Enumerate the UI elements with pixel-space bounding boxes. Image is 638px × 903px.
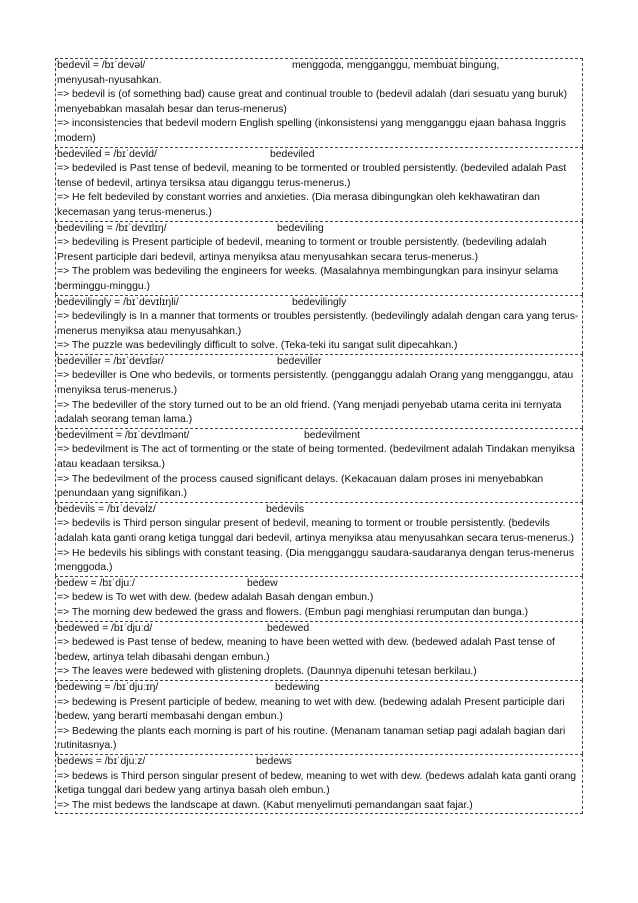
meaning: bedeviled — [270, 148, 315, 160]
definition-line: => bedevil is (of something bad) cause great and continual trouble to (bedevil adalah (dari sesuatu yang buruk) menyebabkan masalah besar dan terus-menerus) — [57, 89, 568, 115]
headword: bedeviling = /bɪˈdevɪlɪŋ/ — [57, 222, 167, 234]
entry-header — [57, 503, 581, 518]
dictionary-entry — [55, 502, 583, 576]
definition-line: => bedevilingly is In a manner that torments or troubles persistently. (bedevilingly adalah dengan cara yang terus-menerus menyiksa atau menyusahkan.) — [57, 311, 579, 337]
dictionary-entry — [55, 680, 583, 754]
meaning: bedevilment — [304, 429, 361, 441]
example-line: => inconsistencies that bedevil modern English spelling (inkonsistensi yang mengganggu ejaan bahasa Inggris modern) — [57, 118, 566, 144]
entry-header — [57, 755, 581, 770]
example-line: => The leaves were bedewed with glistening droplets. (Daunnya dipenuhi tetesan berkilau.) — [57, 666, 477, 678]
definition-line: => bedewing is Present participle of bedew, meaning to wet with dew. (bedewing adalah Present participle dari bedew, yang berarti membasahi dengan embun.) — [57, 696, 565, 723]
dictionary-entry — [55, 428, 583, 502]
dictionary-entry — [55, 354, 583, 428]
dictionary-entry — [55, 754, 583, 814]
meaning: bedevils — [266, 503, 305, 515]
headword: bedevilment = /bɪˈdevɪlmənt/ — [57, 429, 190, 441]
headword: bedevil = /bɪˈdevəl/ — [57, 60, 146, 71]
meaning: bedewed — [267, 622, 310, 634]
meaning: bedew — [247, 577, 278, 589]
example-line: => The bedevilment of the process caused significant delays. (Kekacauan dalam proses ini menyebabkan penundaan yang signifikan.) — [57, 473, 544, 500]
dictionary-entry — [55, 621, 583, 680]
headword: bedew = /bɪˈdjuː/ — [57, 577, 135, 589]
example-line: => The morning dew bedewed the grass and flowers. (Embun pagi menghiasi rerumputan dan bunga.) — [57, 606, 529, 618]
entry-header — [57, 429, 581, 444]
dictionary-entry — [55, 58, 583, 147]
entry-header — [57, 59, 581, 74]
headword: bedevils = /bɪˈdevəlz/ — [57, 503, 156, 515]
entry-header — [57, 148, 581, 163]
example-line: => He felt bedeviled by constant worries and anxieties. (Dia merasa dibingungkan oleh kekhawatiran dan kecemasan yang terus-menerus.) — [57, 192, 540, 218]
definition-line: => bedeviller is One who bedevils, or torments persistently. (pengganggu adalah Orang yang mengganggu, atau menyiksa terus-menerus.) — [57, 370, 574, 397]
entry-header — [57, 577, 581, 592]
meaning: menggoda, mengganggu, membuat bingung, — [292, 60, 500, 71]
definition-line: => bedew is To wet with dew. (bedew adalah Basah dengan embun.) — [57, 592, 374, 604]
headword: bedewing = /bɪˈdjuːɪŋ/ — [57, 681, 159, 693]
example-line: => The mist bedews the landscape at dawn. (Kabut menyelimuti pemandangan saat fajar.) — [57, 799, 473, 811]
example-line: => The puzzle was bedevilingly difficult to solve. (Teka-teki itu sangat sulit dipecahkan.) — [57, 340, 458, 352]
definition-line: => bedews is Third person singular present of bedew, meaning to wet with dew. (bedews adalah kata ganti orang ketiga tunggal dari bedew yang artinya basah oleh embun.) — [57, 770, 577, 797]
entry-header — [57, 355, 581, 370]
example-line: => Bedewing the plants each morning is part of his routine. (Menanam tanaman setiap pagi adalah bagian dari rutinitasnya.) — [57, 725, 566, 752]
definition-line: => bedeviling is Present participle of bedevil, meaning to torment or trouble persistently. (bedeviling adalah Present participle dari bedevil, artinya menyiksa atau menyusahkan secara terus-menerus.) — [57, 237, 547, 263]
example-line: => The bedeviller of the story turned out to be an old friend. (Yang menjadi penyebab utama cerita ini ternyata adalah seorang teman lama.) — [57, 399, 562, 426]
dictionary-entry — [55, 221, 583, 295]
headword: bedevilingly = /bɪˈdevɪlɪŋli/ — [57, 296, 179, 308]
dictionary-entry — [55, 576, 583, 621]
headword: bedeviled = /bɪˈdevld/ — [57, 148, 157, 160]
example-line: => The problem was bedeviling the engineers for weeks. (Masalahnya membingungkan para insinyur selama berminggu-minggu.) — [57, 266, 559, 292]
definition-line: => bedevilment is The act of tormenting or the state of being tormented. (bedevilment adalah Tindakan menyiksa atau keadaan tersiksa.) — [57, 444, 575, 471]
dictionary-page — [55, 58, 583, 814]
entry-header — [57, 681, 581, 696]
meaning: bedeviller — [277, 355, 322, 367]
definition-line: => bedeviled is Past tense of bedevil, meaning to be tormented or troubled persistently. (bedeviled adalah Past tense of bedevil, artinya tersiksa atau diganggu terus-menerus.) — [57, 163, 567, 189]
meaning: bedews — [256, 755, 292, 767]
entry-header — [57, 622, 581, 637]
meaning: bedewing — [275, 681, 320, 693]
entry-header — [57, 296, 581, 311]
entry-header — [57, 222, 581, 237]
dictionary-entry — [55, 295, 583, 354]
headword: bedeviller = /bɪˈdevɪlər/ — [57, 355, 165, 367]
meaning: bedevilingly — [292, 296, 347, 308]
meaning: bedeviling — [277, 222, 324, 234]
definition-line: => bedewed is Past tense of bedew, meaning to have been wetted with dew. (bedewed adalah Past tense of bedew, artinya telah dibasahi dengan embun.) — [57, 637, 555, 663]
meaning-continued: menyusah-nyusahkan. — [57, 74, 162, 86]
headword: bedews = /bɪˈdjuːz/ — [57, 755, 146, 767]
definition-line: => bedevils is Third person singular present of bedevil, meaning to torment or trouble persistently. (bedevils adalah kata ganti orang ketiga tunggal dari bedevil, artinya menyiksa atau menyusahkan secara terus-menerus.) — [57, 518, 574, 544]
example-line: => He bedevils his siblings with constant teasing. (Dia mengganggu saudara-saudaranya dengan terus-menerus menggoda.) — [57, 547, 574, 574]
headword: bedewed = /bɪˈdjuːd/ — [57, 622, 153, 634]
dictionary-entry — [55, 147, 583, 221]
